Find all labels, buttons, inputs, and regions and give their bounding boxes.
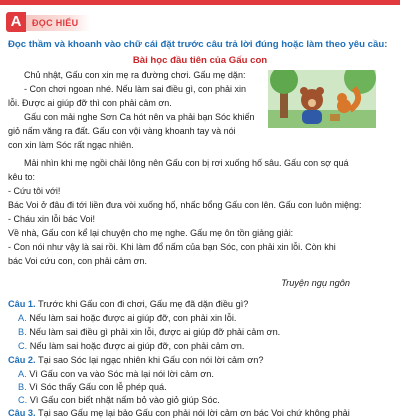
- question-number: Câu 3.: [8, 408, 36, 418]
- bear-icon: [300, 87, 324, 124]
- option-letter: A.: [18, 313, 27, 323]
- question-1: [8, 298, 396, 311]
- section-title-bar: [26, 15, 90, 31]
- story-line: lỗi. Được ai giúp đỡ thì con phải cảm ơn.: [8, 98, 172, 108]
- story-line: bác Voi cứu con, con phải cảm ơn.: [8, 256, 148, 266]
- story-line: - Con nói như vậy là sai rồi. Khi làm đổ nấm của bạn Sóc, con phải xin lỗi. Còn khi: [8, 242, 336, 252]
- story-line: Về nhà, Gấu con kể lại chuyện cho mẹ nghe. Gấu mẹ ôn tồn giảng giải:: [8, 228, 294, 238]
- option-text: Nếu làm sai điều gì phải xin lỗi, được ai giúp đỡ phải cảm ơn.: [29, 327, 281, 337]
- question-text: Tại sao Sóc lại ngạc nhiên khi Gấu con nói lời cảm ơn?: [37, 355, 264, 365]
- option-text: Vì Sóc thấy Gấu con lễ phép quá.: [29, 382, 167, 392]
- question-text: Tại sao Gấu mẹ lại bảo Gấu con phải nói lời cảm ơn bác Voi chứ không phải: [37, 408, 350, 418]
- story-author: Truyện ngụ ngôn: [281, 278, 350, 288]
- story-line: - Cháu xin lỗi bác Voi!: [8, 214, 96, 224]
- section-badge: A: [6, 12, 26, 32]
- option-2b[interactable]: [18, 381, 396, 394]
- question-2: [8, 354, 396, 367]
- story-line: Mải nhìn khi mẹ ngồi chải lông nên Gấu con bị rơi xuống hố sâu. Gấu con sợ quá: [24, 158, 349, 168]
- instruction-text: Đọc thầm và khoanh vào chữ cái đặt trước câu trả lời đúng hoặc làm theo yêu cầu:: [8, 39, 388, 50]
- option-letter: A.: [18, 369, 27, 379]
- option-1a[interactable]: [18, 312, 396, 325]
- section-header: [6, 12, 90, 32]
- question-text: Trước khi Gấu con đi chơi, Gấu mẹ đã dặn điều gì?: [37, 299, 249, 309]
- option-text: Nếu làm sai hoặc được ai giúp đỡ, con phải xin lỗi.: [29, 313, 237, 323]
- question-number: Câu 1.: [8, 299, 36, 309]
- top-bar: [0, 0, 400, 5]
- option-2c[interactable]: [18, 394, 396, 407]
- option-letter: B.: [18, 382, 27, 392]
- story-title: Bài học đầu tiên của Gấu con: [132, 55, 268, 66]
- option-letter: C.: [18, 341, 28, 351]
- option-text: Nếu làm sai hoặc được ai giúp đỡ, con phải cảm ơn.: [29, 341, 245, 351]
- story-line: - Con chơi ngoan nhé. Nếu làm sai điều gì, con phải xin: [24, 84, 247, 94]
- story-line: Bác Voi ở đâu đi tới liền đưa vòi xuống hố, nhấc bổng Gấu con lên. Gấu con luôn miệng:: [8, 200, 362, 210]
- story-line: - Cứu tôi với!: [8, 186, 61, 196]
- option-text: Vì Gấu con biết nhặt nấm bỏ vào giỏ giúp Sóc.: [29, 395, 220, 405]
- option-1c[interactable]: [18, 340, 396, 353]
- option-letter: C.: [18, 395, 28, 405]
- question-3: [8, 407, 396, 420]
- story-line: Chủ nhật, Gấu con xin mẹ ra đường chơi. Gấu mẹ dặn:: [24, 70, 246, 80]
- section-title: ĐỌC HIỂU: [32, 18, 79, 28]
- story-line: giỏ nấm văng ra đất. Gấu con vội vàng khoanh tay và nói: [8, 126, 236, 136]
- option-1b[interactable]: [18, 326, 396, 339]
- option-text: Vì Gấu con va vào Sóc mà lại nói lời cảm ơn.: [29, 369, 214, 379]
- option-2a[interactable]: [18, 368, 396, 381]
- question-number: Câu 2.: [8, 355, 36, 365]
- option-letter: B.: [18, 327, 27, 337]
- story-illustration: [268, 70, 376, 128]
- story-line: Gấu con mải nghe Sơn Ca hót nên va phải bạn Sóc khiến: [24, 112, 255, 122]
- story-line: kêu to:: [8, 172, 36, 182]
- story-line: con xin làm Sóc rất ngạc nhiên.: [8, 140, 134, 150]
